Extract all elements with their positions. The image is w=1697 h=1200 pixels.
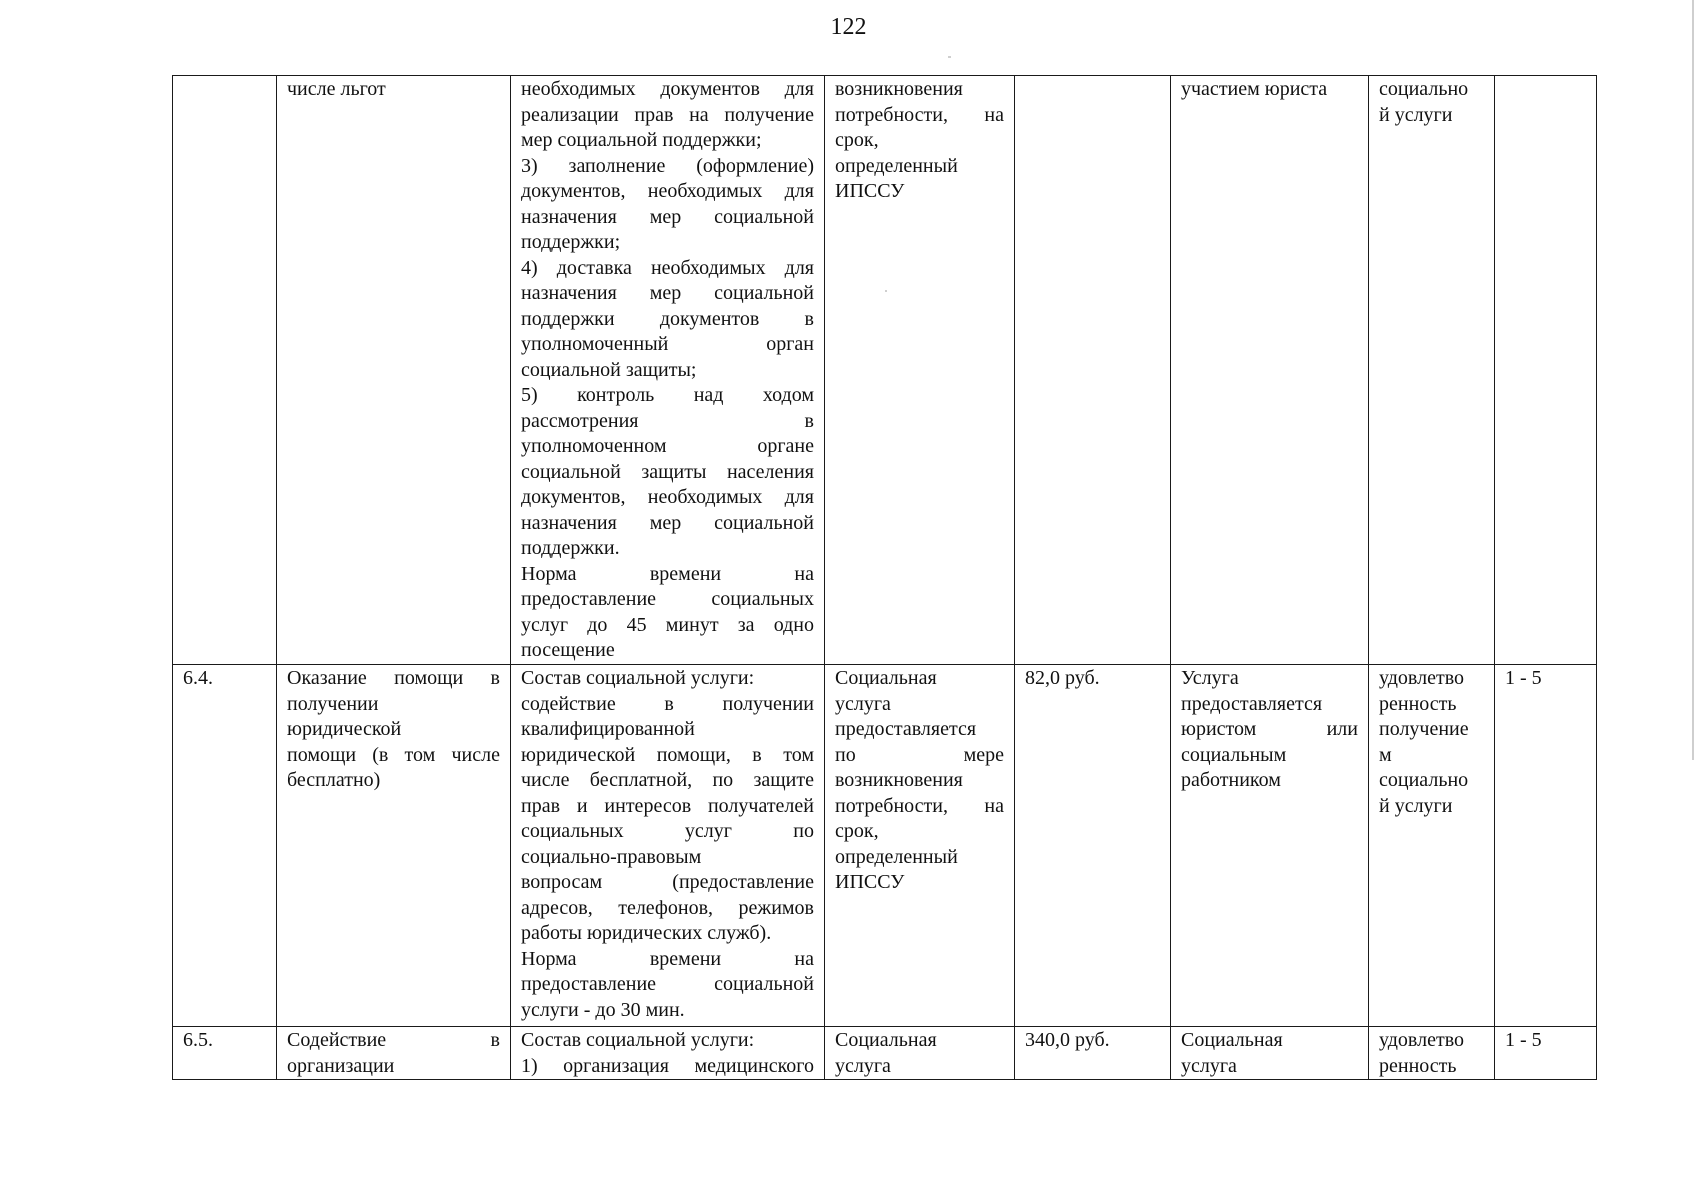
cell-quality — [1495, 76, 1597, 665]
cell-service-term — [825, 665, 1015, 1027]
cell-text-line: участием юриста — [1181, 78, 1328, 100]
cell-text-line: 1) организация медицинского — [521, 1054, 814, 1077]
cell-number: 6.4. — [173, 665, 277, 1027]
cell-text-line: работы юридических служб). — [521, 922, 772, 944]
cell-text-line: поддержки. — [521, 537, 620, 559]
cell-text-line: услуг до 45 минут за одно — [521, 613, 814, 636]
cell-text-line: юристом или — [1181, 718, 1358, 740]
cell-service-name — [277, 665, 511, 1027]
cell-text-line: социальных услуг по — [521, 820, 814, 842]
cell-text-line: бесплатно) — [287, 769, 381, 791]
cell-text-line: Социальная — [1181, 1029, 1283, 1051]
cell-text-line: получении — [287, 692, 379, 715]
cell-evaluation — [1369, 665, 1495, 1027]
cell-text-line: назначения мер социальной — [521, 282, 814, 304]
cell-text-line: квалифицированной — [521, 718, 695, 740]
cell-text-line: срок, — [835, 129, 879, 151]
cell-text-line: потребности, на — [835, 794, 1004, 817]
cell-text-line: юридической — [287, 718, 402, 740]
cell-text-line: Состав социальной услуги: — [521, 667, 755, 689]
cell-text-line: потребности, на — [835, 103, 1004, 126]
cell-text-line: социально-правовым — [521, 845, 702, 868]
cell-text-line: числе льгот — [287, 78, 386, 100]
cell-text-line: содействие в получении — [521, 692, 814, 715]
cell-evaluation — [1369, 1027, 1495, 1080]
cell-evaluation — [1369, 76, 1495, 665]
cell-text-line: Оказание помощи в — [287, 667, 500, 689]
cell-text-line: возникновения — [835, 78, 963, 100]
cell-text-line: организации — [287, 1054, 395, 1077]
cell-text-line: социальной защиты населения — [521, 460, 814, 483]
cell-text-line: посещение — [521, 639, 615, 661]
cell-text-line: удовлетво — [1379, 667, 1464, 689]
table-row — [173, 665, 1597, 1027]
cell-service-term — [825, 76, 1015, 665]
cell-text-line: необходимых документов для — [521, 78, 814, 100]
cell-text-line: услуга — [835, 692, 891, 715]
cell-text-line: услуга — [835, 1054, 891, 1077]
cell-number — [173, 76, 277, 665]
cell-price — [1015, 76, 1171, 665]
cell-text-line: по мере — [835, 743, 1004, 766]
cell-text-line: услуги - до 30 мин. — [521, 998, 685, 1021]
cell-service-content — [511, 76, 825, 665]
cell-conditions — [1171, 76, 1369, 665]
cell-text-line: юридической помощи, в том — [521, 743, 814, 766]
cell-text-line: предоставляется — [1181, 692, 1323, 715]
cell-text-line: уполномоченный орган — [521, 333, 814, 355]
cell-text-line: определенный — [835, 154, 958, 177]
cell-text-line: м — [1379, 743, 1392, 766]
cell-text-line: предоставляется — [835, 718, 977, 740]
cell-text-line: мер социальной поддержки; — [521, 129, 762, 151]
cell-price: 340,0 руб. — [1015, 1027, 1171, 1080]
cell-text-line: Содействие в — [287, 1029, 500, 1051]
cell-text-line: ренность — [1379, 1054, 1457, 1077]
cell-quality: 1 - 5 — [1495, 1027, 1597, 1080]
table-row — [173, 76, 1597, 665]
cell-price: 82,0 руб. — [1015, 665, 1171, 1027]
cell-text-line: ИПССУ — [835, 180, 905, 202]
cell-text-line: Состав социальной услуги: — [521, 1029, 755, 1051]
table-row — [173, 1027, 1597, 1080]
cell-text-line: 4) доставка необходимых для — [521, 256, 814, 279]
cell-text-line: Социальная — [835, 667, 937, 689]
cell-text-line: Социальная — [835, 1029, 937, 1051]
cell-conditions — [1171, 1027, 1369, 1080]
services-table — [172, 75, 1597, 1080]
scan-edge-line — [1692, 0, 1694, 760]
cell-text-line: й услуги — [1379, 794, 1453, 817]
cell-text-line: возникновения — [835, 769, 963, 791]
cell-text-line: реализации прав на получение — [521, 103, 814, 126]
cell-text-line: документов, необходимых для — [521, 486, 814, 508]
scan-speck — [948, 56, 951, 58]
cell-text-line: уполномоченном органе — [521, 435, 814, 457]
cell-text-line: назначения мер социальной — [521, 205, 814, 228]
cell-text-line: Норма времени на — [521, 947, 814, 970]
cell-text-line: назначения мер социальной — [521, 511, 814, 534]
cell-text-line: числе бесплатной, по защите — [521, 769, 814, 791]
cell-conditions — [1171, 665, 1369, 1027]
cell-text-line: Норма времени на — [521, 562, 814, 585]
cell-text-line: 5) контроль над ходом — [521, 384, 814, 406]
cell-text-line: предоставление социальной — [521, 973, 814, 995]
cell-text-line: й услуги — [1379, 103, 1453, 126]
cell-text-line: удовлетво — [1379, 1029, 1464, 1051]
cell-text-line: 3) заполнение (оформление) — [521, 154, 814, 177]
cell-service-content — [511, 1027, 825, 1080]
cell-number: 6.5. — [173, 1027, 277, 1080]
cell-text-line: поддержки; — [521, 231, 621, 253]
cell-text-line: работником — [1181, 769, 1281, 791]
cell-quality: 1 - 5 — [1495, 665, 1597, 1027]
cell-text-line: срок, — [835, 820, 879, 842]
cell-text-line: предоставление социальных — [521, 588, 814, 610]
cell-service-name — [277, 1027, 511, 1080]
cell-text-line: определенный — [835, 845, 958, 868]
cell-text-line: социально — [1379, 769, 1469, 791]
cell-service-term — [825, 1027, 1015, 1080]
cell-service-name — [277, 76, 511, 665]
cell-text-line: вопросам (предоставление — [521, 871, 814, 893]
cell-text-line: поддержки документов в — [521, 307, 814, 330]
cell-text-line: ренность — [1379, 692, 1457, 715]
scan-speck — [885, 290, 887, 292]
cell-text-line: адресов, телефонов, режимов — [521, 896, 814, 919]
cell-text-line: социальной защиты; — [521, 358, 697, 381]
cell-text-line: социальным — [1181, 743, 1287, 766]
cell-text-line: услуга — [1181, 1054, 1237, 1077]
cell-text-line: документов, необходимых для — [521, 180, 814, 202]
cell-text-line: Услуга — [1181, 667, 1239, 689]
cell-text-line: прав и интересов получателей — [521, 794, 814, 817]
cell-text-line: ИПССУ — [835, 871, 905, 893]
cell-service-content — [511, 665, 825, 1027]
cell-text-line: рассмотрения в — [521, 409, 814, 432]
page-number: 122 — [830, 14, 867, 40]
cell-text-line: помощи (в том числе — [287, 743, 500, 766]
cell-text-line: получение — [1379, 718, 1469, 740]
cell-text-line: социально — [1379, 78, 1469, 100]
